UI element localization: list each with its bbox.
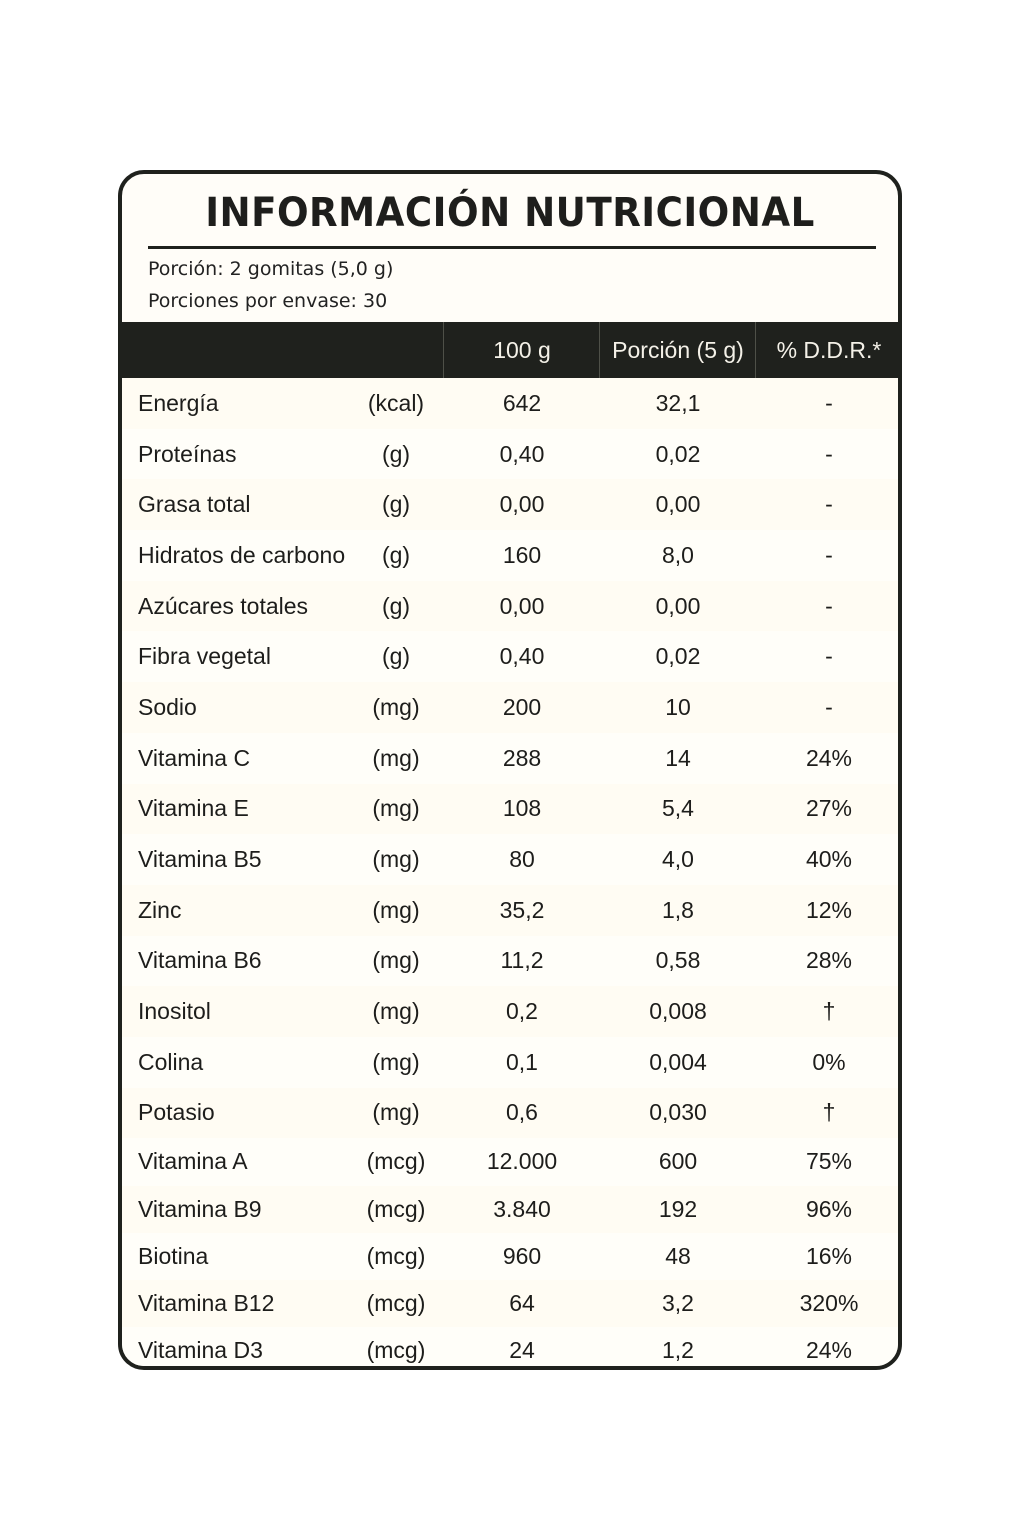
nutrient-unit: (mg) [372,1048,420,1075]
nutrient-name: Vitamina D3 [138,1337,263,1364]
nutrient-name: Sodio [138,693,197,720]
value-per-100g: 0,00 [499,491,545,518]
nutrient-unit: (g) [381,440,411,467]
value-per-portion: 10 [665,693,691,720]
value-ddr: † [822,1099,836,1126]
nutrient-name: Hidratos de carbono [138,541,346,568]
value-per-portion: 8,0 [662,541,694,568]
nutrient-unit: (mg) [372,693,420,720]
value-per-portion: 3,2 [662,1289,694,1316]
nutrient-unit: (kcal) [367,389,425,416]
value-per-100g: 35,2 [499,896,545,923]
value-ddr: 27% [805,795,853,822]
nutrition-facts-panel [118,170,902,1370]
table-row [122,784,898,835]
nutrient-name: Potasio [138,1099,215,1126]
nutrient-name: Vitamina B5 [138,846,262,873]
table-row [122,1280,898,1327]
table-row [122,1233,898,1280]
table-row [122,530,898,581]
value-per-portion: 0,004 [649,1048,707,1075]
value-per-100g: 0,40 [499,440,545,467]
nutrient-unit: (mg) [372,846,420,873]
value-per-portion: 32,1 [655,389,701,416]
value-per-100g: 288 [502,744,542,771]
value-per-portion: 600 [658,1148,698,1175]
value-per-portion: 0,00 [655,592,701,619]
value-ddr: 40% [805,846,853,873]
value-ddr: - [825,643,833,670]
value-ddr: - [825,592,833,619]
table-row [122,581,898,632]
nutrient-name: Azúcares totales [138,592,309,619]
value-per-portion: 4,0 [662,846,694,873]
header-ddr: % D.D.R.* [776,337,882,363]
value-ddr: † [822,998,836,1025]
nutrient-unit: (g) [381,643,411,670]
value-ddr: 16% [805,1242,853,1269]
value-per-100g: 0,40 [499,643,545,670]
value-per-portion: 0,030 [649,1099,707,1126]
table-row [122,1327,898,1370]
value-per-100g: 0,2 [506,998,538,1025]
nutrient-name: Zinc [138,896,182,923]
value-per-100g: 0,00 [499,592,545,619]
value-per-100g: 108 [502,795,542,822]
table-row [122,1088,898,1139]
table-row [122,733,898,784]
nutrient-name: Vitamina E [138,795,249,822]
value-ddr: 0% [812,1048,846,1075]
value-per-portion: 1,8 [662,896,694,923]
label-title: INFORMACIÓN NUTRICIONAL [205,190,815,236]
table-row [122,1037,898,1088]
nutrient-unit: (mcg) [366,1148,426,1175]
header-per-100g: 100 g [493,337,551,363]
nutrient-unit: (mcg) [366,1242,426,1269]
nutrient-name: Inositol [138,998,211,1025]
nutrient-name: Vitamina C [138,744,251,771]
servings-per-container-text: Porciones por envase: 30 [148,290,388,312]
nutrient-unit: (mg) [372,998,420,1025]
nutrient-unit: (g) [381,592,411,619]
table-row [122,1186,898,1233]
nutrient-unit: (mcg) [366,1289,426,1316]
value-per-100g: 0,1 [506,1048,538,1075]
nutrient-unit: (g) [381,541,411,568]
value-per-100g: 80 [509,846,535,873]
nutrient-name: Vitamina B12 [138,1289,275,1316]
nutrient-unit: (mcg) [366,1195,426,1222]
value-ddr: 12% [805,896,853,923]
nutrient-name: Grasa total [138,491,251,518]
table-row [122,986,898,1037]
nutrient-name: Vitamina B9 [138,1195,262,1222]
value-ddr: - [825,693,833,720]
value-per-100g: 24 [509,1337,535,1364]
table-row [122,429,898,480]
value-per-100g: 0,6 [506,1099,538,1126]
header-per-portion: Porción (5 g) [612,337,744,363]
value-per-portion: 48 [665,1242,691,1269]
table-row [122,834,898,885]
value-per-portion: 1,2 [662,1337,694,1364]
nutrient-rows [122,378,898,1370]
value-per-100g: 960 [502,1242,542,1269]
nutrient-name: Proteínas [138,440,237,467]
value-per-portion: 14 [665,744,691,771]
table-row [122,936,898,987]
table-row [122,885,898,936]
value-per-portion: 0,02 [655,643,701,670]
nutrient-name: Colina [138,1048,204,1075]
nutrient-name: Energía [138,389,219,416]
table-header-bar [118,322,902,378]
value-ddr: 75% [805,1148,853,1175]
table-row [122,378,898,429]
nutrient-unit: (mg) [372,947,420,974]
value-per-portion: 0,00 [655,491,701,518]
value-per-100g: 642 [502,389,542,416]
value-ddr: 320% [799,1289,859,1316]
nutrient-unit: (mg) [372,795,420,822]
nutrient-name: Vitamina B6 [138,947,262,974]
table-row [122,479,898,530]
nutrient-name: Biotina [138,1242,209,1269]
value-per-100g: 200 [502,693,542,720]
nutrient-unit: (mg) [372,896,420,923]
table-row [122,682,898,733]
value-per-100g: 64 [509,1289,535,1316]
nutrient-unit: (mg) [372,1099,420,1126]
value-per-100g: 160 [502,541,542,568]
table-row [122,631,898,682]
value-ddr: - [825,440,833,467]
value-per-portion: 0,02 [655,440,701,467]
value-ddr: 96% [805,1195,853,1222]
table-row [122,1138,898,1185]
title-divider [148,246,876,249]
value-per-portion: 0,58 [655,947,701,974]
header-nutrient [122,322,444,378]
value-ddr: - [825,491,833,518]
value-ddr: 24% [805,1337,853,1364]
value-ddr: 24% [805,744,853,771]
nutrient-unit: (mg) [372,744,420,771]
nutrient-name: Vitamina A [138,1148,248,1175]
value-per-100g: 3.840 [493,1195,551,1222]
value-ddr: 28% [805,947,853,974]
value-per-100g: 11,2 [500,947,544,974]
value-per-100g: 12.000 [486,1148,558,1175]
value-per-portion: 192 [658,1195,698,1222]
serving-size-text: Porción: 2 gomitas (5,0 g) [148,258,394,280]
value-ddr: - [825,389,833,416]
nutrient-name: Fibra vegetal [138,643,271,670]
nutrient-unit: (g) [381,491,411,518]
nutrient-unit: (mcg) [366,1337,426,1364]
value-ddr: - [825,541,833,568]
value-per-portion: 0,008 [649,998,707,1025]
value-per-portion: 5,4 [662,795,694,822]
